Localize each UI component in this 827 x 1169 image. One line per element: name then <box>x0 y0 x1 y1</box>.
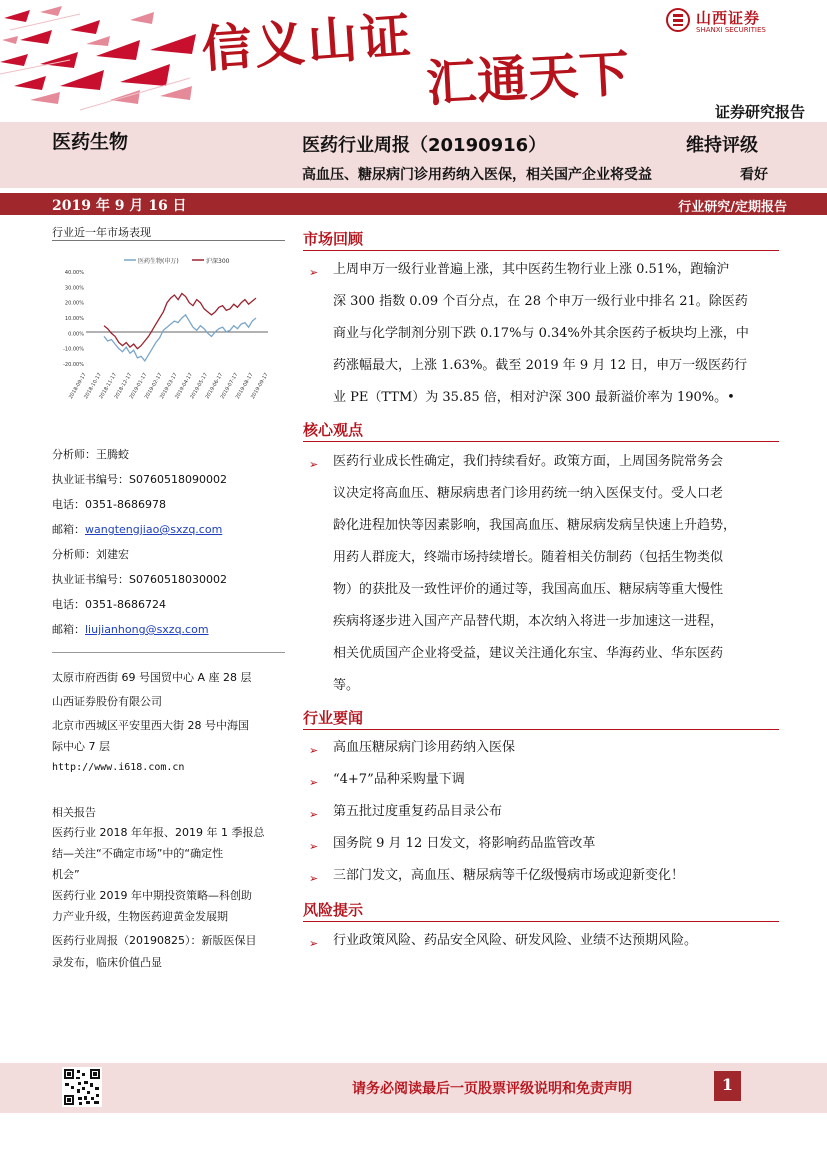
page-number: 1 <box>721 1075 734 1094</box>
section-divider <box>303 441 779 442</box>
arrow-bullet-icon: ➢ <box>309 458 319 471</box>
analyst-1-email-row <box>52 523 222 537</box>
analyst-1-name: 分析师：王腾蛟 <box>52 448 129 461</box>
related-report-line[interactable]: 医药行业周报（20190825）：新版医保目 <box>52 934 257 947</box>
analyst-2-email-row <box>52 623 209 637</box>
industry-news-item[interactable]: 第五批过度重复药品目录公布 <box>333 804 503 819</box>
x-tick-label: 2019-05-17 <box>189 372 210 401</box>
x-tick-label: 2018-11-17 <box>98 372 119 401</box>
x-tick-label: 2019-04-17 <box>174 372 194 401</box>
analyst-2-phone: 电话：0351-8686724 <box>52 598 166 611</box>
core-view-line: 等。 <box>333 678 360 693</box>
slogan-part1: 信义山证 <box>199 6 416 80</box>
brand-logo <box>666 6 816 38</box>
analyst-1-email-link[interactable]: wangtengjiao@sxzq.com <box>85 523 223 536</box>
arrow-bullet-icon: ➢ <box>309 266 319 279</box>
industry-name: 医药生物 <box>52 131 129 153</box>
y-tick-label: 20.00% <box>64 300 84 307</box>
section-divider <box>303 921 779 922</box>
x-tick-label: 2019-08-17 <box>234 372 255 401</box>
market-review-line: 药涨幅最大，上涨 1.63%。截至 2019 年 9 月 12 日，申万一级医药行 <box>333 358 748 373</box>
x-tick-label: 2019-06-17 <box>204 372 225 401</box>
report-category: 行业研究/定期报告 <box>678 200 787 215</box>
x-tick-label: 2019-02-17 <box>143 372 164 401</box>
banner <box>0 0 827 122</box>
disclaimer-notice: 请务必阅读最后一页股票评级说明和免责声明 <box>352 1081 632 1097</box>
related-report-line[interactable]: 医药行业 2018 年年报、2019 年 1 季报总 <box>52 826 265 839</box>
outlook-rating: 看好 <box>740 167 768 183</box>
x-tick-label: 2018-12-17 <box>113 372 134 401</box>
address-line-1: 太原市府西街 69 号国贸中心 A 座 28 层 <box>52 671 252 684</box>
report-headline: 高血压、糖尿病门诊用药纳入医保，相关国产企业将受益 <box>302 167 652 183</box>
brand-name-en: SHANXI SECURITIES <box>696 26 766 34</box>
chart-label: 行业近一年市场表现 <box>52 226 151 239</box>
market-review-line: 深 300 指数 0.09 个百分点，在 28 个申万一级行业中排名 21。除医药 <box>333 294 748 309</box>
x-tick-label: 2019-07-17 <box>219 372 240 401</box>
section-title-market-review: 市场回顾 <box>303 230 364 248</box>
core-view-line: 物）的获批及一致性评价的通过等，我国高血压、糖尿病等重大慢性 <box>333 582 724 597</box>
x-tick-label: 2019-03-17 <box>159 372 179 401</box>
legend-label-pharma: 医药生物(申万) <box>138 258 179 265</box>
rating: 维持评级 <box>686 135 758 156</box>
y-tick-label: 10.00% <box>64 316 84 322</box>
industry-news-item[interactable]: 国务院 9 月 12 日发文，将影响药品监管改革 <box>333 836 596 851</box>
market-review-line: 上周申万一级行业普遍上涨，其中医药生物行业上涨 0.51%，跑输沪 <box>333 262 730 277</box>
industry-news-item[interactable]: “4+7”品种采购量下调 <box>333 772 465 787</box>
report-type: 证券研究报告 <box>714 103 805 121</box>
market-review-line: 业 PE（TTM）为 35.85 倍，相对沪深 300 最新溢价率为 190%。• <box>333 390 735 405</box>
x-tick-label: 2018-09-17 <box>68 372 88 401</box>
y-tick-label: 40.00% <box>64 270 84 276</box>
arrow-bullet-icon: ➢ <box>309 776 319 789</box>
report-title: 医药行业周报（20190916） <box>302 135 547 156</box>
slogan-part2: 汇通天下 <box>424 44 632 114</box>
market-review-line: 商业与化学制剂分别下跌 0.17%与 0.34%外其余医药子板块均上涨，中 <box>333 326 749 341</box>
industry-news-item[interactable]: 高血压糖尿病门诊用药纳入医保 <box>333 740 516 755</box>
related-report-line[interactable]: 机会” <box>52 868 80 881</box>
x-tick-label: 2018-10-17 <box>83 372 103 401</box>
arrow-bullet-icon: ➢ <box>309 840 319 853</box>
y-tick-label: 30.00% <box>64 285 84 292</box>
x-tick-label: 2019-09-17 <box>250 372 270 401</box>
series-line-pharma <box>104 315 256 361</box>
market-performance-chart <box>52 246 285 421</box>
website-link[interactable]: http://www.i618.com.cn <box>52 762 185 773</box>
related-report-line[interactable]: 医药行业 2019 年中期投资策略—科创助 <box>52 889 252 902</box>
y-tick-label: -20.00% <box>63 362 84 368</box>
section-divider <box>303 250 779 251</box>
section-divider <box>303 729 779 730</box>
address-line-3: 北京市西城区平安里西大街 28 号中海国 <box>52 719 249 732</box>
address-line-4: 际中心 7 层 <box>52 740 110 753</box>
core-view-line: 医药行业成长性确定，我们持续看好。政策方面，上周国务院常务会 <box>333 454 724 469</box>
arrow-bullet-icon: ➢ <box>309 872 319 885</box>
arrow-bullet-icon: ➢ <box>309 808 319 821</box>
email-label: 邮箱： <box>52 523 85 536</box>
core-view-line: 疾病将逐步进入国产产品替代期，本次纳入将进一步加速这一进程， <box>333 614 724 629</box>
arrow-bullet-icon: ➢ <box>309 744 319 757</box>
y-tick-label: 0.00% <box>68 331 84 338</box>
y-tick-label: -10.00% <box>63 346 84 353</box>
analyst-2-cert: 执业证书编号：S0760518030002 <box>52 573 227 586</box>
divider <box>52 652 285 653</box>
related-report-line[interactable]: 录发布，临床价值凸显 <box>52 956 162 969</box>
analyst-1-cert: 执业证书编号：S0760518090002 <box>52 473 227 486</box>
risk-item: 行业政策风险、药品安全风险、研发风险、业绩不达预期风险。 <box>333 933 698 948</box>
divider <box>52 240 285 241</box>
analyst-2-email-link[interactable]: liujianhong@sxzq.com <box>85 623 209 636</box>
report-date: 2019 年 9 月 16 日 <box>52 198 187 214</box>
brand-name-cn: 山西证券 <box>696 9 761 27</box>
core-view-line: 相关优质国产企业将受益，建议关注通化东宝、华海药业、华东医药 <box>333 646 724 661</box>
arrow-bullet-icon: ➢ <box>309 937 319 950</box>
legend-label-hs300: 沪深300 <box>206 258 230 265</box>
address-line-2: 山西证券股份有限公司 <box>52 695 162 708</box>
email-label: 邮箱： <box>52 623 85 636</box>
section-title-risk: 风险提示 <box>303 901 364 919</box>
analyst-1-phone: 电话：0351-8686978 <box>52 498 166 511</box>
core-view-line: 用药人群庞大，终端市场持续增长。随着相关仿制药（包括生物类似 <box>333 550 724 565</box>
related-report-line[interactable]: 力产业升级，生物医药迎黄金发展期 <box>52 910 228 923</box>
industry-news-item[interactable]: 三部门发文，高血压、糖尿病等千亿级慢病市场或迎新变化！ <box>333 868 685 883</box>
section-title-core-view: 核心观点 <box>303 421 364 439</box>
related-reports-title: 相关报告 <box>52 806 96 819</box>
qr-code-icon <box>62 1067 102 1107</box>
section-title-industry-news: 行业要闻 <box>303 709 364 727</box>
core-view-line: 议决定将高血压、糖尿病患者门诊用药统一纳入医保支付。受人口老 <box>333 486 724 501</box>
shanxi-securities-logo-icon <box>666 8 690 32</box>
core-view-line: 龄化进程加快等因素影响，我国高血压、糖尿病发病呈快速上升趋势， <box>333 518 737 533</box>
analyst-2-name: 分析师：刘建宏 <box>52 548 129 561</box>
x-tick-label: 2019-01-17 <box>128 372 149 401</box>
related-report-line[interactable]: 结—关注“不确定市场”中的“确定性 <box>52 847 224 860</box>
